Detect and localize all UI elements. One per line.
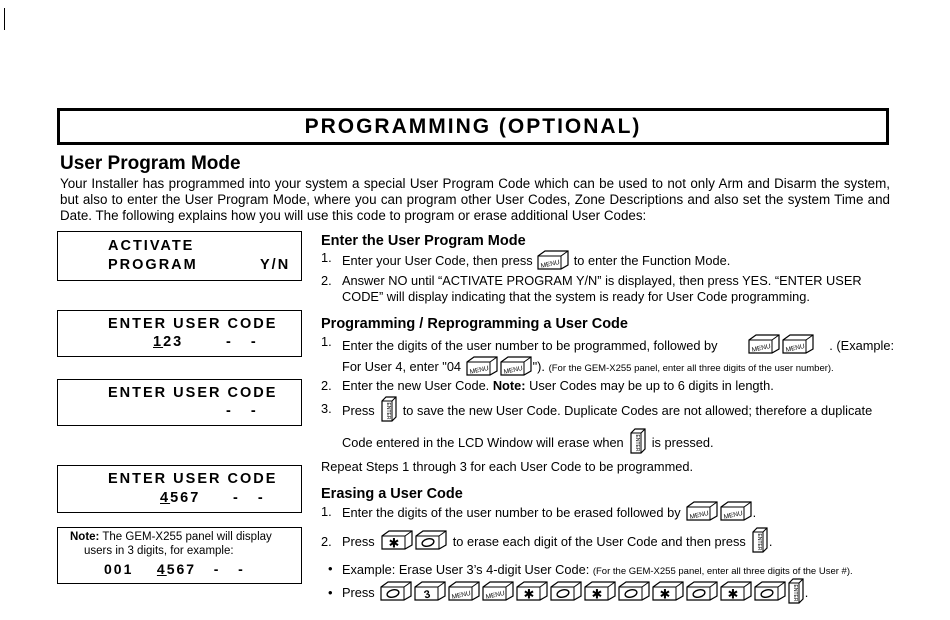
svg-text:MENU: MENU	[502, 365, 524, 376]
step-text-part: .	[768, 534, 773, 549]
enter-key-icon	[629, 428, 647, 457]
step-number: 1.	[321, 250, 332, 265]
step-number: 2.	[321, 378, 332, 393]
svg-text:✱: ✱	[523, 587, 535, 601]
step-text: CODE” will display indicating that the system is ready for User Code programming.	[342, 289, 810, 304]
page-title: PROGRAMMING (OPTIONAL)	[57, 108, 889, 145]
step-number: 1.	[321, 504, 332, 519]
example-label: Example: Erase User 3’s 4-digit User Code:	[342, 562, 590, 577]
zero-key-icon	[617, 581, 651, 604]
lcd-line: Y/N	[260, 257, 291, 273]
star-key-icon	[515, 581, 549, 604]
heading-erasing: Erasing a User Code	[321, 486, 463, 502]
enter-key-icon	[751, 527, 769, 556]
svg-text:MENU: MENU	[722, 510, 744, 521]
svg-text:ENTER: ENTER	[384, 402, 391, 420]
note-example-dashes: - -	[213, 561, 245, 577]
menu-key-icon	[747, 334, 781, 357]
step-text-part: Press	[342, 403, 375, 418]
note-label: Note:	[492, 378, 526, 393]
svg-text:✱: ✱	[591, 587, 603, 601]
menu-key-icon	[481, 581, 515, 604]
svg-text:MENU: MENU	[450, 590, 472, 601]
heading-programming: Programming / Reprogramming a User Code	[321, 316, 628, 332]
step-number: 1.	[321, 334, 332, 349]
zero-key-icon	[753, 581, 787, 604]
star-key-icon	[651, 581, 685, 604]
cursor-digit: 4	[156, 561, 167, 577]
step-number: 2.	[321, 273, 332, 288]
note-label: Note:	[70, 531, 100, 543]
step-text-part: Code entered in the LCD Window will erase when	[342, 435, 624, 450]
section-title: User Program Mode	[60, 153, 241, 174]
step-text: Answer NO until “ACTIVATE PROGRAM Y/N” is displayed, then press YES. “ENTER USER	[342, 273, 862, 288]
note-example-digits: 567	[166, 561, 197, 577]
step-text	[342, 396, 872, 425]
star-key-icon	[380, 530, 414, 553]
enter-key-icon	[787, 578, 805, 607]
svg-text:MENU: MENU	[484, 590, 506, 601]
intro-paragraph: Your Installer has programmed into your system a special User Program Code which can be used to not only Arm and Disarm the system, but also to enter the User Program Mode, where you can program other User Codes, Zone Descriptions and also set the system Time and Date. The following explains how you will use this code to program or erase additional User Codes:	[60, 176, 890, 223]
step-text	[342, 250, 730, 273]
note-line	[70, 531, 272, 543]
bullet-icon: •	[328, 585, 333, 600]
step-text-part: For User 4, enter "04	[342, 358, 462, 374]
step-text-part: .	[752, 505, 757, 520]
svg-text:✱: ✱	[727, 587, 739, 601]
step-text-part: Press	[342, 585, 375, 600]
step-small-note: (For the GEM-X255 panel, enter all three digits of the user number).	[548, 362, 834, 374]
svg-text:MENU: MENU	[468, 365, 490, 376]
menu-key-icon	[685, 501, 719, 524]
zero-key-icon	[414, 530, 448, 553]
menu-key-icon	[447, 581, 481, 604]
svg-text:MENU: MENU	[688, 510, 710, 521]
press-sequence	[342, 578, 808, 607]
example-text	[342, 562, 853, 577]
step-text-part: . (Example:	[829, 338, 894, 353]
svg-text:MENU: MENU	[540, 259, 561, 270]
note-example	[104, 561, 245, 577]
step-text-part: .	[804, 585, 809, 600]
star-key-icon	[719, 581, 753, 604]
menu-key-icon	[781, 334, 815, 357]
zero-key-icon	[549, 581, 583, 604]
svg-text:MENU: MENU	[751, 343, 772, 354]
lcd-dashes: - -	[226, 334, 258, 350]
enter-key-icon	[380, 396, 398, 425]
step-text	[342, 501, 756, 524]
menu-key-icon	[719, 501, 753, 524]
step-text	[342, 428, 714, 457]
step-text-part: Enter the digits of the user number to be programmed, followed by	[342, 338, 718, 353]
example-small-note: (For the GEM-X255 panel, enter all three digits of the User #).	[592, 566, 853, 577]
step-text	[342, 378, 774, 393]
svg-text:ENTER: ENTER	[633, 434, 640, 452]
menu-key-icon	[536, 250, 570, 273]
lcd-digits: 23	[163, 334, 184, 350]
zero-key-icon	[685, 581, 719, 604]
lcd-line: ENTER USER CODE	[108, 316, 278, 332]
lcd-line: ENTER USER CODE	[108, 385, 278, 401]
step-number: 3.	[321, 401, 332, 416]
menu-key-icon	[465, 356, 499, 379]
lcd-line: PROGRAM	[108, 257, 198, 273]
step-text-part: ").	[532, 358, 545, 374]
menu-key-icon	[499, 356, 533, 379]
note-box	[57, 527, 302, 584]
step-text-part: Enter the digits of the user number to be erased followed by	[342, 505, 681, 520]
step-number: 2.	[321, 534, 332, 549]
lcd-dashes: - -	[233, 490, 265, 506]
note-text: The GEM-X255 panel will display	[102, 531, 272, 543]
step-text-part: User Codes may be up to 6 digits in length.	[529, 378, 774, 393]
lcd-digits: 567	[170, 490, 201, 506]
page-edge-mark	[4, 8, 5, 30]
cursor-digit: 1	[153, 334, 164, 350]
svg-text:ENTER: ENTER	[755, 533, 762, 551]
lcd-enter-user-code-3	[57, 465, 302, 513]
step-text-part: to save the new User Code. Duplicate Codes are not allowed; therefore a duplicate	[402, 403, 873, 418]
step-text	[342, 334, 894, 357]
three-key-icon	[413, 581, 447, 604]
lcd-line	[160, 490, 200, 506]
lcd-enter-user-code-1	[57, 310, 302, 357]
note-example-user: 001	[104, 561, 134, 577]
svg-text:✱: ✱	[659, 587, 671, 601]
step-text-part: to enter the Function Mode.	[573, 252, 731, 268]
star-key-icon	[583, 581, 617, 604]
step-text-part: Enter the new User Code.	[342, 378, 490, 393]
lcd-dashes: - -	[226, 403, 258, 419]
svg-text:ENTER: ENTER	[791, 584, 798, 602]
repeat-note: Repeat Steps 1 through 3 for each User Code to be programmed.	[321, 459, 694, 474]
svg-text:MENU: MENU	[785, 343, 806, 354]
step-text-part: Enter your User Code, then press	[342, 252, 533, 268]
lcd-activate-program	[57, 231, 302, 281]
zero-key-icon	[379, 581, 413, 604]
lcd-line: ACTIVATE	[108, 238, 195, 254]
lcd-enter-user-code-2	[57, 379, 302, 426]
svg-text:✱: ✱	[388, 536, 400, 550]
note-text: users in 3 digits, for example:	[84, 545, 234, 557]
step-text	[342, 356, 834, 379]
step-text	[342, 527, 772, 556]
bullet-icon: •	[328, 561, 333, 576]
svg-text:3: 3	[422, 588, 432, 601]
step-text-part: Press	[342, 534, 375, 549]
cursor-digit: 4	[160, 490, 171, 506]
heading-enter-mode: Enter the User Program Mode	[321, 233, 526, 249]
lcd-line	[153, 334, 183, 350]
step-text-part: is pressed.	[651, 435, 714, 450]
lcd-line: ENTER USER CODE	[108, 471, 278, 487]
step-text-part: to erase each digit of the User Code and then press	[452, 534, 746, 549]
